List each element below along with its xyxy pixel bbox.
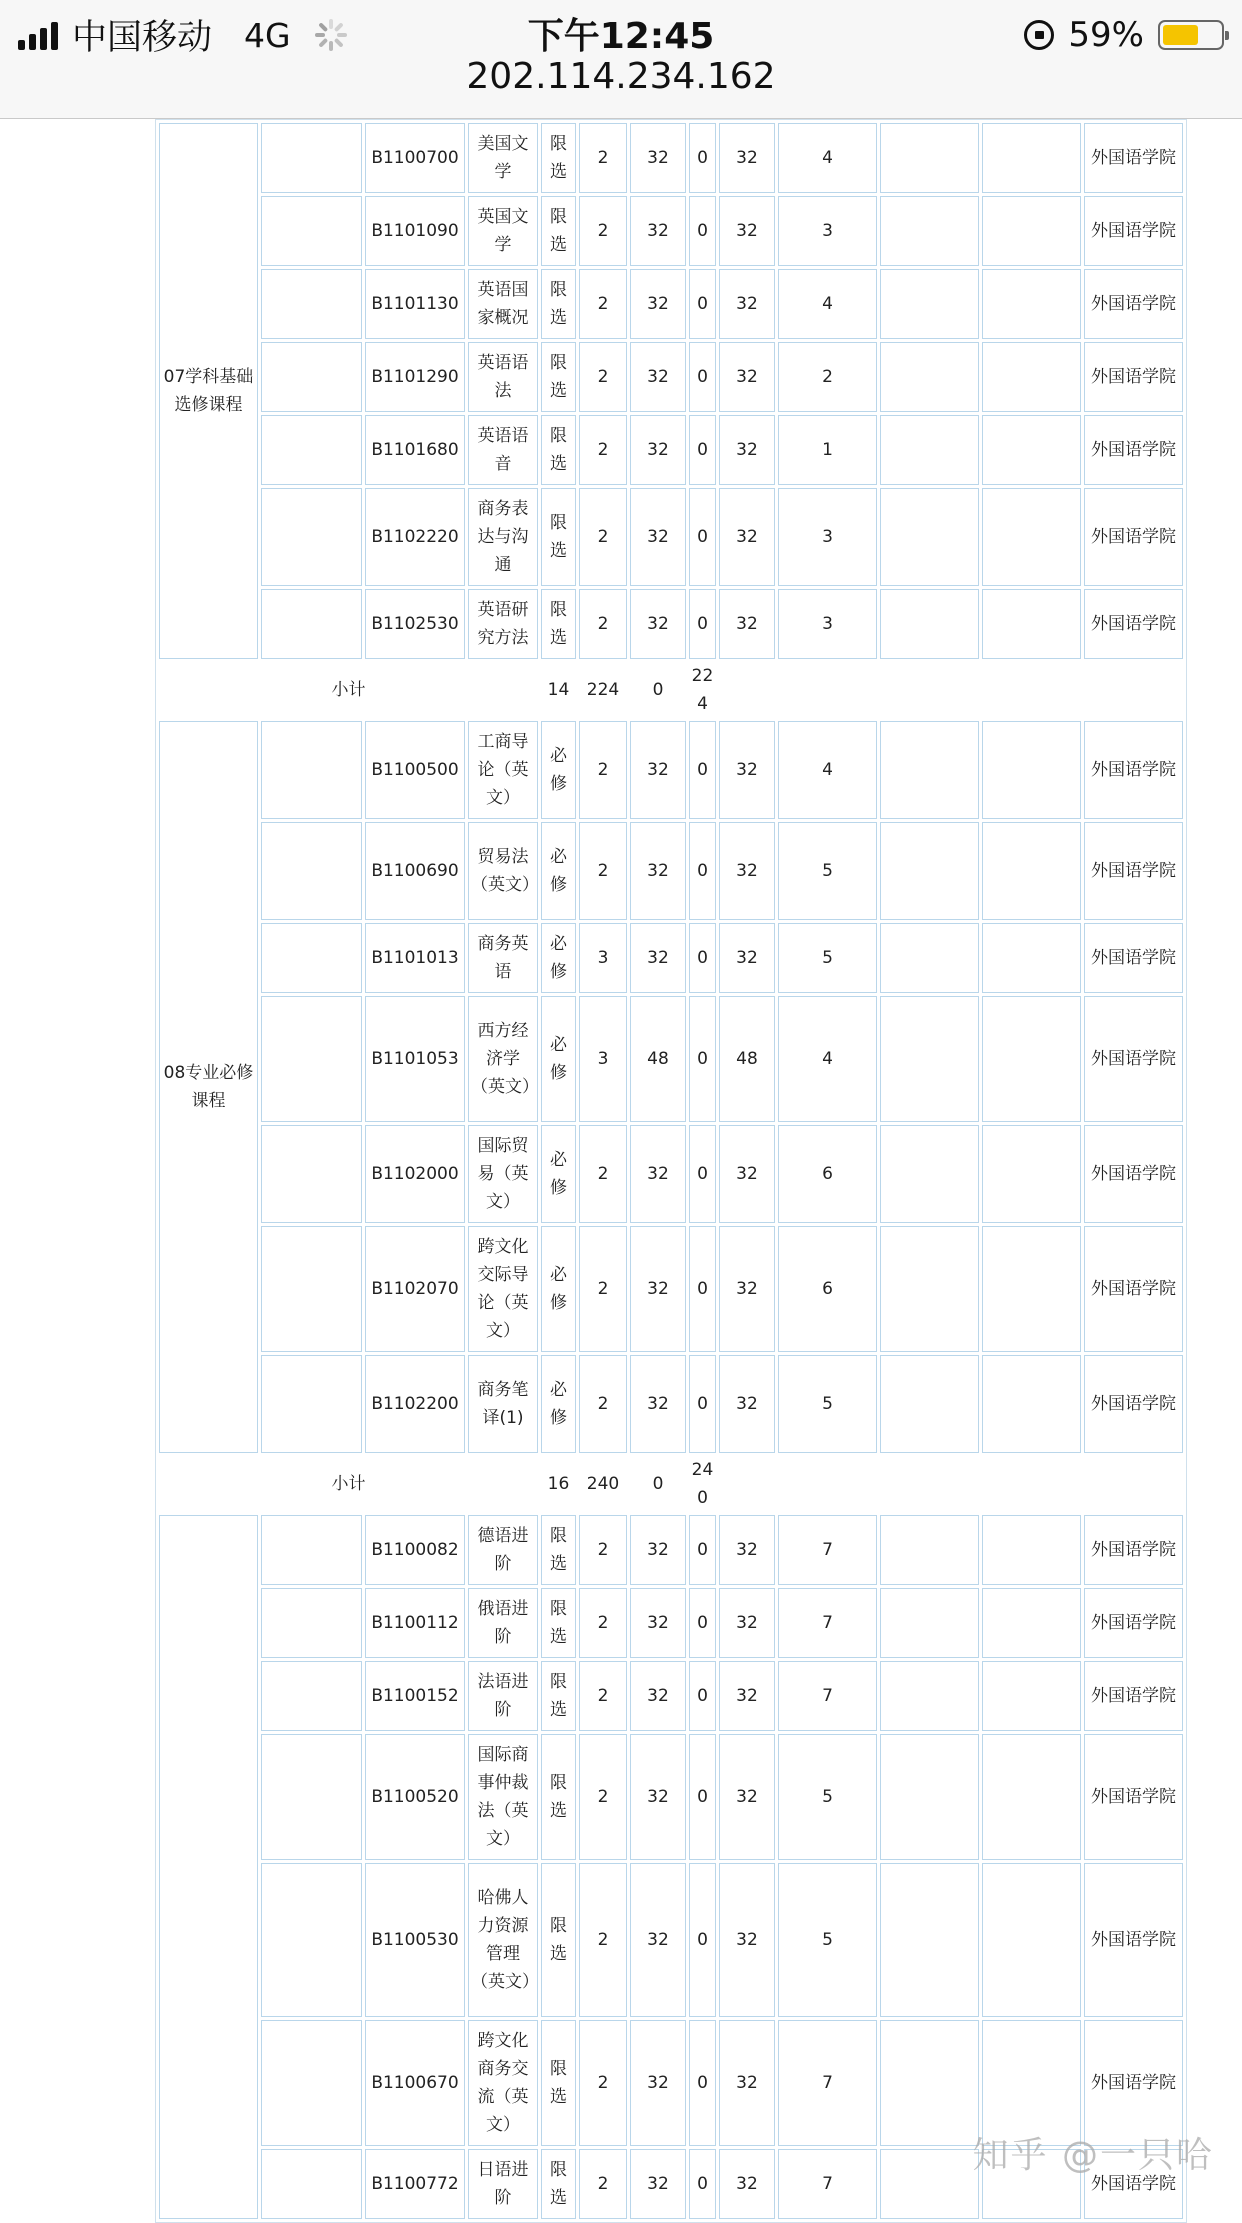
table-row <box>159 1355 1183 1453</box>
empty-cell <box>880 2020 979 2146</box>
department: 外国语学院 <box>1084 1355 1183 1453</box>
total-hours: 32 <box>630 1863 686 2017</box>
total-hours: 32 <box>630 1355 686 1453</box>
empty-cell <box>982 1355 1081 1453</box>
practice-hours: 0 <box>689 996 716 1122</box>
empty-cell <box>880 1734 979 1860</box>
empty-cell <box>880 1226 979 1352</box>
course-code: B1102000 <box>365 1125 465 1223</box>
total-hours: 32 <box>630 269 686 339</box>
empty-cell <box>261 1588 362 1658</box>
course-type: 必修 <box>541 721 576 819</box>
table-row <box>159 1734 1183 1860</box>
total-hours: 32 <box>630 1226 686 1352</box>
lecture-hours: 32 <box>719 1355 775 1453</box>
table-row <box>159 269 1183 339</box>
total-hours: 32 <box>630 342 686 412</box>
credits: 2 <box>579 1661 627 1731</box>
empty-cell <box>261 415 362 485</box>
total-hours: 32 <box>630 123 686 193</box>
empty-cell <box>261 923 362 993</box>
course-name: 商务笔译(1) <box>468 1355 538 1453</box>
empty-cell <box>261 1355 362 1453</box>
practice-hours: 0 <box>689 589 716 659</box>
empty-cell <box>982 342 1081 412</box>
semester: 3 <box>778 488 877 586</box>
empty-cell <box>880 415 979 485</box>
table-row <box>159 1588 1183 1658</box>
practice-hours: 0 <box>689 123 716 193</box>
department: 外国语学院 <box>1084 269 1183 339</box>
course-type: 限选 <box>541 589 576 659</box>
course-name: 英国文学 <box>468 196 538 266</box>
credits: 2 <box>579 342 627 412</box>
practice-hours: 0 <box>689 822 716 920</box>
subtotal-row <box>159 1456 1183 1512</box>
course-name: 英语研究方法 <box>468 589 538 659</box>
semester: 7 <box>778 1515 877 1585</box>
practice-hours: 0 <box>689 2020 716 2146</box>
total-hours: 32 <box>630 1588 686 1658</box>
empty-cell <box>982 589 1081 659</box>
credits: 2 <box>579 1863 627 2017</box>
course-code: B1101680 <box>365 415 465 485</box>
practice-hours: 0 <box>689 1125 716 1223</box>
course-type: 必修 <box>541 996 576 1122</box>
semester: 3 <box>778 589 877 659</box>
department: 外国语学院 <box>1084 415 1183 485</box>
empty-cell <box>880 996 979 1122</box>
course-type: 限选 <box>541 1588 576 1658</box>
department: 外国语学院 <box>1084 923 1183 993</box>
course-type: 限选 <box>541 1661 576 1731</box>
course-code: B1102070 <box>365 1226 465 1352</box>
subtotal-label: 小计 <box>331 680 366 700</box>
total-hours: 32 <box>630 589 686 659</box>
empty-cell <box>880 342 979 412</box>
course-code: B1102200 <box>365 1355 465 1453</box>
empty-cell <box>261 2020 362 2146</box>
course-code: B1100772 <box>365 2149 465 2219</box>
practice-hours: 0 <box>689 1588 716 1658</box>
course-type: 限选 <box>541 269 576 339</box>
empty-cell <box>261 342 362 412</box>
course-type: 限选 <box>541 1734 576 1860</box>
empty-cell <box>261 1515 362 1585</box>
status-right <box>1024 12 1224 58</box>
lecture-hours: 32 <box>719 822 775 920</box>
semester: 6 <box>778 1125 877 1223</box>
course-code: B1100082 <box>365 1515 465 1585</box>
course-table <box>155 119 1187 2223</box>
empty-cell <box>982 123 1081 193</box>
course-type: 限选 <box>541 342 576 412</box>
empty-cell <box>261 269 362 339</box>
course-code: B1101013 <box>365 923 465 993</box>
empty-cell <box>880 488 979 586</box>
subtotal-credits: 16 <box>547 1474 570 1494</box>
practice-hours: 0 <box>689 488 716 586</box>
empty-cell <box>982 1734 1081 1860</box>
empty-cell <box>261 123 362 193</box>
table-row <box>159 923 1183 993</box>
practice-hours: 0 <box>689 1734 716 1860</box>
table-row <box>159 1515 1183 1585</box>
semester: 5 <box>778 1863 877 2017</box>
course-code: B1100112 <box>365 1588 465 1658</box>
course-type: 必修 <box>541 1226 576 1352</box>
credits: 2 <box>579 1734 627 1860</box>
course-name: 俄语进阶 <box>468 1588 538 1658</box>
department: 外国语学院 <box>1084 123 1183 193</box>
empty-cell <box>261 1661 362 1731</box>
total-hours: 32 <box>630 822 686 920</box>
lecture-hours: 32 <box>719 2020 775 2146</box>
empty-cell <box>982 1515 1081 1585</box>
network-type: 4G <box>244 15 291 55</box>
lecture-hours: 32 <box>719 342 775 412</box>
empty-cell <box>880 1661 979 1731</box>
subtotal-practice: 0 <box>652 1474 664 1494</box>
course-name: 哈佛人力资源管理（英文） <box>468 1863 538 2017</box>
lecture-hours: 32 <box>719 196 775 266</box>
table-row <box>159 1125 1183 1223</box>
empty-cell <box>261 822 362 920</box>
watermark: 知乎 @一只哈 <box>972 2135 1214 2176</box>
total-hours: 32 <box>630 1734 686 1860</box>
department: 外国语学院 <box>1084 342 1183 412</box>
course-name: 美国文学 <box>468 123 538 193</box>
course-type: 限选 <box>541 415 576 485</box>
practice-hours: 0 <box>689 721 716 819</box>
semester: 6 <box>778 1226 877 1352</box>
subtotal-row <box>159 662 1183 718</box>
credits: 2 <box>579 269 627 339</box>
credits: 2 <box>579 2020 627 2146</box>
course-type: 必修 <box>541 1125 576 1223</box>
department: 外国语学院 <box>1084 1734 1183 1860</box>
lecture-hours: 32 <box>719 923 775 993</box>
total-hours: 32 <box>630 415 686 485</box>
practice-hours: 0 <box>689 1226 716 1352</box>
table-row <box>159 996 1183 1122</box>
course-name: 跨文化商务交流（英文） <box>468 2020 538 2146</box>
course-code: B1101053 <box>365 996 465 1122</box>
total-hours: 32 <box>630 1515 686 1585</box>
empty-cell <box>880 2149 979 2219</box>
practice-hours: 0 <box>689 1515 716 1585</box>
table-row <box>159 1226 1183 1352</box>
total-hours: 32 <box>630 196 686 266</box>
empty-cell <box>982 1588 1081 1658</box>
practice-hours: 0 <box>689 1863 716 2017</box>
subtotal-hours: 240 <box>586 1474 620 1494</box>
course-type: 必修 <box>541 923 576 993</box>
course-code: B1100700 <box>365 123 465 193</box>
course-table-wrapper <box>155 119 1187 2223</box>
table-row <box>159 196 1183 266</box>
credits: 2 <box>579 589 627 659</box>
lecture-hours: 32 <box>719 1863 775 2017</box>
credits: 2 <box>579 415 627 485</box>
battery-icon <box>1158 20 1224 50</box>
course-name: 英语国家概况 <box>468 269 538 339</box>
course-name: 西方经济学（英文） <box>468 996 538 1122</box>
empty-cell <box>880 1863 979 2017</box>
table-row <box>159 1863 1183 2017</box>
department: 外国语学院 <box>1084 2020 1183 2146</box>
lecture-hours: 48 <box>719 996 775 1122</box>
status-bar <box>0 0 1242 119</box>
credits: 2 <box>579 2149 627 2219</box>
course-code: B1100152 <box>365 1661 465 1731</box>
course-type: 限选 <box>541 1515 576 1585</box>
semester: 7 <box>778 2020 877 2146</box>
department: 外国语学院 <box>1084 822 1183 920</box>
credits: 2 <box>579 1355 627 1453</box>
semester: 5 <box>778 1734 877 1860</box>
credits: 2 <box>579 1588 627 1658</box>
empty-cell <box>982 488 1081 586</box>
subtotal-lecture: 224 <box>691 666 714 714</box>
semester: 5 <box>778 1355 877 1453</box>
department: 外国语学院 <box>1084 1661 1183 1731</box>
credits: 2 <box>579 1226 627 1352</box>
empty-cell <box>880 269 979 339</box>
course-type: 限选 <box>541 196 576 266</box>
practice-hours: 0 <box>689 415 716 485</box>
subtotal-credits: 14 <box>547 680 570 700</box>
empty-cell <box>880 1125 979 1223</box>
course-code: B1101290 <box>365 342 465 412</box>
course-code: B1102530 <box>365 589 465 659</box>
empty-cell <box>880 923 979 993</box>
credits: 3 <box>579 923 627 993</box>
empty-cell <box>261 1226 362 1352</box>
table-row <box>159 822 1183 920</box>
empty-cell <box>880 721 979 819</box>
department: 外国语学院 <box>1084 996 1183 1122</box>
course-name: 商务表达与沟通 <box>468 488 538 586</box>
semester: 7 <box>778 1588 877 1658</box>
empty-cell <box>880 1588 979 1658</box>
credits: 2 <box>579 123 627 193</box>
department: 外国语学院 <box>1084 2149 1183 2219</box>
semester: 4 <box>778 269 877 339</box>
empty-cell <box>880 196 979 266</box>
semester: 3 <box>778 196 877 266</box>
subtotal-practice: 0 <box>652 680 664 700</box>
department: 外国语学院 <box>1084 1515 1183 1585</box>
course-type: 限选 <box>541 123 576 193</box>
practice-hours: 0 <box>689 342 716 412</box>
empty-cell <box>982 269 1081 339</box>
course-type: 必修 <box>541 822 576 920</box>
lecture-hours: 32 <box>719 1588 775 1658</box>
practice-hours: 0 <box>689 2149 716 2219</box>
table-row <box>159 1661 1183 1731</box>
course-name: 跨文化交际导论（英文） <box>468 1226 538 1352</box>
total-hours: 32 <box>630 488 686 586</box>
empty-cell <box>261 1125 362 1223</box>
battery-percent: 59% <box>1068 15 1144 55</box>
course-type: 限选 <box>541 2149 576 2219</box>
course-type: 限选 <box>541 488 576 586</box>
empty-cell <box>261 2149 362 2219</box>
course-type: 必修 <box>541 1355 576 1453</box>
table-row <box>159 342 1183 412</box>
total-hours: 32 <box>630 721 686 819</box>
subtotal-hours: 224 <box>586 680 620 700</box>
department: 外国语学院 <box>1084 589 1183 659</box>
total-hours: 48 <box>630 996 686 1122</box>
semester: 4 <box>778 721 877 819</box>
empty-cell <box>982 822 1081 920</box>
practice-hours: 0 <box>689 1355 716 1453</box>
lecture-hours: 32 <box>719 415 775 485</box>
empty-cell <box>719 1456 1183 1512</box>
empty-cell <box>982 196 1081 266</box>
course-name: 德语进阶 <box>468 1515 538 1585</box>
page-url[interactable]: 202.114.234.162 <box>466 56 776 97</box>
semester: 5 <box>778 822 877 920</box>
orientation-lock-icon <box>1024 20 1054 50</box>
course-name: 工商导论（英文） <box>468 721 538 819</box>
credits: 2 <box>579 488 627 586</box>
category-cell: 08专业必修课程 <box>159 721 258 1453</box>
empty-cell <box>982 1226 1081 1352</box>
course-type: 限选 <box>541 1863 576 2017</box>
empty-cell <box>261 196 362 266</box>
empty-cell <box>982 1661 1081 1731</box>
empty-cell <box>880 123 979 193</box>
lecture-hours: 32 <box>719 589 775 659</box>
course-code: B1100500 <box>365 721 465 819</box>
course-code: B1100520 <box>365 1734 465 1860</box>
empty-cell <box>261 1734 362 1860</box>
table-row <box>159 721 1183 819</box>
credits: 2 <box>579 721 627 819</box>
subtotal-label: 小计 <box>331 1474 366 1494</box>
course-code: B1102220 <box>365 488 465 586</box>
credits: 3 <box>579 996 627 1122</box>
category-cell <box>159 1515 258 2219</box>
clock: 下午12:45 <box>527 16 715 57</box>
course-name: 英语语法 <box>468 342 538 412</box>
course-type: 限选 <box>541 2020 576 2146</box>
department: 外国语学院 <box>1084 1125 1183 1223</box>
semester: 7 <box>778 1661 877 1731</box>
empty-cell <box>982 721 1081 819</box>
total-hours: 32 <box>630 2020 686 2146</box>
total-hours: 32 <box>630 2149 686 2219</box>
course-code: B1100690 <box>365 822 465 920</box>
lecture-hours: 32 <box>719 2149 775 2219</box>
department: 外国语学院 <box>1084 488 1183 586</box>
practice-hours: 0 <box>689 269 716 339</box>
empty-cell <box>880 822 979 920</box>
lecture-hours: 32 <box>719 488 775 586</box>
department: 外国语学院 <box>1084 1588 1183 1658</box>
semester: 7 <box>778 2149 877 2219</box>
empty-cell <box>982 1125 1081 1223</box>
empty-cell <box>982 923 1081 993</box>
semester: 2 <box>778 342 877 412</box>
empty-cell <box>880 1355 979 1453</box>
course-code: B1100670 <box>365 2020 465 2146</box>
lecture-hours: 32 <box>719 1661 775 1731</box>
credits: 2 <box>579 1125 627 1223</box>
semester: 5 <box>778 923 877 993</box>
lecture-hours: 32 <box>719 1125 775 1223</box>
semester: 4 <box>778 123 877 193</box>
empty-cell <box>261 589 362 659</box>
empty-cell <box>880 589 979 659</box>
department: 外国语学院 <box>1084 1226 1183 1352</box>
course-code: B1101130 <box>365 269 465 339</box>
empty-cell <box>261 488 362 586</box>
department: 外国语学院 <box>1084 196 1183 266</box>
course-code: B1100530 <box>365 1863 465 2017</box>
total-hours: 32 <box>630 1125 686 1223</box>
empty-cell <box>261 1863 362 2017</box>
empty-cell <box>982 996 1081 1122</box>
course-name: 日语进阶 <box>468 2149 538 2219</box>
lecture-hours: 32 <box>719 269 775 339</box>
course-name: 国际商事仲裁法（英文） <box>468 1734 538 1860</box>
course-code: B1101090 <box>365 196 465 266</box>
total-hours: 32 <box>630 1661 686 1731</box>
empty-cell <box>261 721 362 819</box>
semester: 4 <box>778 996 877 1122</box>
course-name: 贸易法（英文） <box>468 822 538 920</box>
empty-cell <box>982 415 1081 485</box>
credits: 2 <box>579 196 627 266</box>
total-hours: 32 <box>630 923 686 993</box>
department: 外国语学院 <box>1084 1863 1183 2017</box>
course-name: 英语语音 <box>468 415 538 485</box>
practice-hours: 0 <box>689 1661 716 1731</box>
table-row <box>159 589 1183 659</box>
course-name: 国际贸易（英文） <box>468 1125 538 1223</box>
semester: 1 <box>778 415 877 485</box>
empty-cell <box>261 996 362 1122</box>
credits: 2 <box>579 1515 627 1585</box>
practice-hours: 0 <box>689 923 716 993</box>
empty-cell <box>982 1863 1081 2017</box>
department: 外国语学院 <box>1084 721 1183 819</box>
empty-cell <box>719 662 1183 718</box>
table-row <box>159 488 1183 586</box>
lecture-hours: 32 <box>719 1515 775 1585</box>
carrier-name: 中国移动 <box>72 18 213 58</box>
subtotal-lecture: 240 <box>691 1460 714 1508</box>
lecture-hours: 32 <box>719 721 775 819</box>
course-name: 法语进阶 <box>468 1661 538 1731</box>
lecture-hours: 32 <box>719 1226 775 1352</box>
category-cell: 07学科基础选修课程 <box>159 123 258 659</box>
empty-cell <box>880 1515 979 1585</box>
table-row <box>159 415 1183 485</box>
credits: 2 <box>579 822 627 920</box>
lecture-hours: 32 <box>719 123 775 193</box>
course-name: 商务英语 <box>468 923 538 993</box>
practice-hours: 0 <box>689 196 716 266</box>
lecture-hours: 32 <box>719 1734 775 1860</box>
table-row <box>159 123 1183 193</box>
